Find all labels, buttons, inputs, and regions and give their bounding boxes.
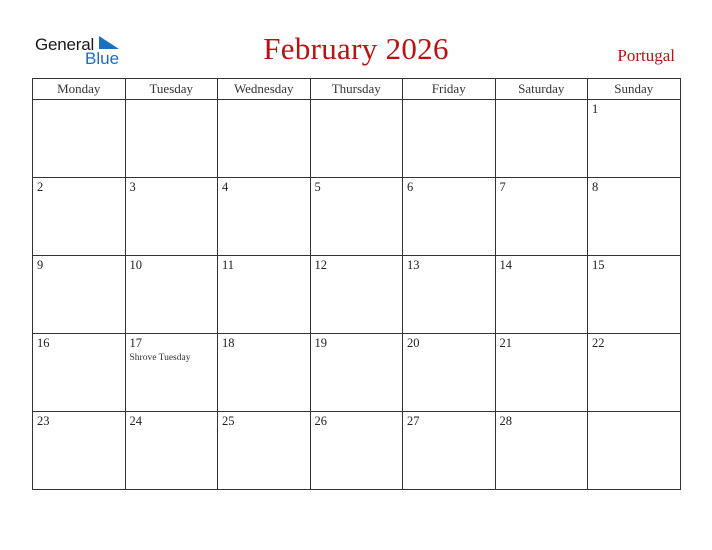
day-number: 12 <box>314 258 327 272</box>
day-number: 10 <box>129 258 142 272</box>
calendar-body <box>33 100 681 490</box>
day-number <box>496 100 588 102</box>
day-number: 8 <box>592 180 599 194</box>
day-cell <box>125 178 218 256</box>
day-cell <box>33 412 126 490</box>
day-cell <box>125 412 218 490</box>
day-cell <box>33 334 126 412</box>
weekday-header: Sunday <box>588 79 681 100</box>
day-cell <box>495 334 588 412</box>
day-number: 21 <box>499 336 512 350</box>
day-cell <box>218 412 311 490</box>
day-cell <box>495 256 588 334</box>
week-row <box>33 412 681 490</box>
day-number: 19 <box>314 336 327 350</box>
day-cell <box>403 412 496 490</box>
day-cell <box>588 334 681 412</box>
day-cell <box>588 412 681 490</box>
day-cell <box>310 256 403 334</box>
day-cell <box>588 256 681 334</box>
day-number: 5 <box>314 180 321 194</box>
day-number <box>218 100 310 102</box>
day-cell <box>403 100 496 178</box>
day-cell <box>495 100 588 178</box>
day-cell <box>33 100 126 178</box>
week-row <box>33 334 681 412</box>
day-number: 9 <box>37 258 44 272</box>
day-cell <box>403 334 496 412</box>
day-cell <box>33 256 126 334</box>
day-number: 26 <box>314 414 327 428</box>
day-number: 22 <box>592 336 605 350</box>
day-cell <box>218 334 311 412</box>
day-number: 2 <box>37 180 44 194</box>
day-cell <box>33 178 126 256</box>
day-cell <box>495 178 588 256</box>
day-cell <box>218 178 311 256</box>
day-cell <box>588 178 681 256</box>
logo-text-general: General <box>35 35 95 54</box>
day-number <box>33 100 125 102</box>
day-number: 4 <box>222 180 229 194</box>
weekday-header: Monday <box>33 79 126 100</box>
day-number: 20 <box>407 336 420 350</box>
week-row <box>33 256 681 334</box>
weekday-header: Saturday <box>495 79 588 100</box>
day-number: 6 <box>407 180 414 194</box>
day-number: 11 <box>222 258 235 272</box>
day-number: 28 <box>499 414 512 428</box>
day-cell <box>125 100 218 178</box>
day-number: 3 <box>129 180 136 194</box>
day-number: 24 <box>129 414 142 428</box>
day-cell <box>310 334 403 412</box>
day-cell <box>310 178 403 256</box>
day-number <box>588 412 680 414</box>
week-row <box>33 100 681 178</box>
calendar-title: February 2026 <box>263 31 449 66</box>
day-number: 14 <box>499 258 512 272</box>
weekday-header: Friday <box>403 79 496 100</box>
weekday-header-row <box>33 79 681 100</box>
day-number: 18 <box>222 336 235 350</box>
day-cell <box>403 256 496 334</box>
holiday-label: Shrove Tuesday <box>129 353 191 363</box>
day-cell <box>588 100 681 178</box>
day-number: 1 <box>592 102 599 116</box>
day-number: 17 <box>129 336 142 350</box>
day-cell <box>125 334 218 412</box>
day-number: 25 <box>222 414 235 428</box>
day-number: 13 <box>407 258 420 272</box>
weekday-header: Wednesday <box>218 79 311 100</box>
calendar-grid <box>32 78 681 490</box>
day-number <box>126 100 218 102</box>
weekday-header: Tuesday <box>125 79 218 100</box>
day-number: 15 <box>592 258 605 272</box>
day-cell <box>218 256 311 334</box>
day-cell <box>218 100 311 178</box>
day-number <box>311 100 403 102</box>
day-number: 27 <box>407 414 420 428</box>
week-row <box>33 178 681 256</box>
logo-text-blue: Blue <box>85 49 120 68</box>
day-cell <box>310 100 403 178</box>
day-cell <box>310 412 403 490</box>
day-number <box>403 100 495 102</box>
day-cell <box>495 412 588 490</box>
day-cell <box>403 178 496 256</box>
day-number: 16 <box>37 336 50 350</box>
day-cell <box>125 256 218 334</box>
day-number: 23 <box>37 414 50 428</box>
weekday-header: Thursday <box>310 79 403 100</box>
day-number: 7 <box>499 180 506 194</box>
country-label: Portugal <box>617 46 675 65</box>
